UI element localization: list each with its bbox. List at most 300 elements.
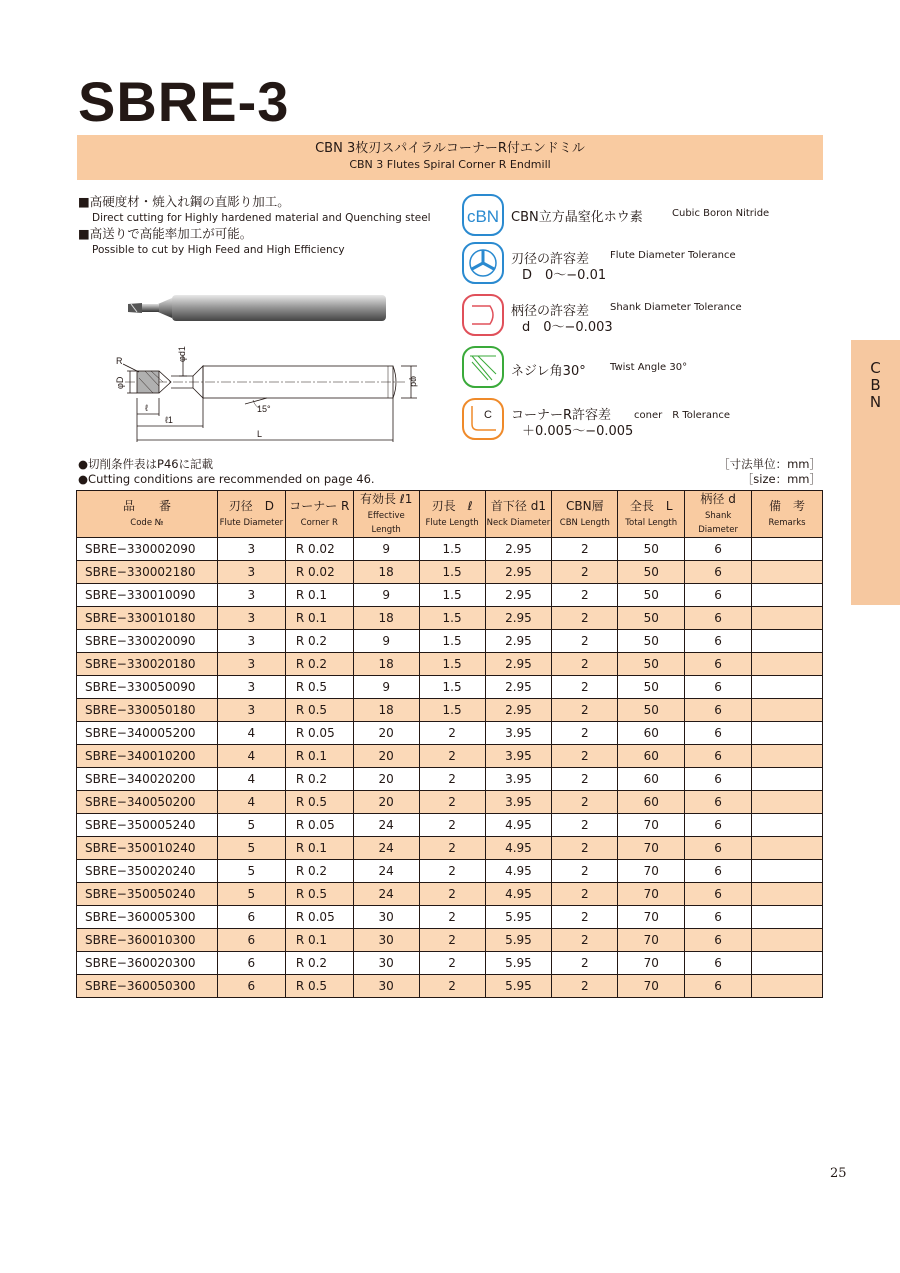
column-header <box>77 491 218 538</box>
table-cell: 70 <box>618 837 685 860</box>
table-cell: 6 <box>685 883 752 906</box>
table-cell: 2 <box>419 860 485 883</box>
table-cell <box>752 676 823 699</box>
table-cell: 1.5 <box>419 561 485 584</box>
table-cell: 6 <box>685 699 752 722</box>
table-cell: 5.95 <box>485 952 552 975</box>
column-header <box>618 491 685 538</box>
table-cell: R 0.1 <box>285 745 353 768</box>
table-row <box>77 814 823 837</box>
column-header-en: Flute Diameter <box>219 517 284 528</box>
table-cell: 2 <box>552 929 618 952</box>
table-cell: 2 <box>419 975 485 998</box>
spec-en: coner R Tolerance <box>634 410 731 421</box>
table-cell: R 0.05 <box>285 906 353 929</box>
table-header-row <box>77 491 823 538</box>
column-header-jp: 柄径 d <box>700 491 736 506</box>
table-cell: 6 <box>685 837 752 860</box>
dim-phiD-label: φD <box>115 376 125 389</box>
table-cell: SBRE−330010180 <box>77 607 218 630</box>
table-cell: 3 <box>217 630 285 653</box>
table-cell: 6 <box>217 975 285 998</box>
table-cell: 6 <box>685 630 752 653</box>
table-cell: 2 <box>552 975 618 998</box>
table-row <box>77 584 823 607</box>
column-header <box>419 491 485 538</box>
table-cell: 60 <box>618 745 685 768</box>
table-cell: 1.5 <box>419 607 485 630</box>
subtitle-banner <box>77 135 823 180</box>
table-cell: 6 <box>685 860 752 883</box>
table-cell: 6 <box>217 952 285 975</box>
table-cell: R 0.2 <box>285 860 353 883</box>
table-cell <box>752 630 823 653</box>
spec-jp: CBN立方晶窒化ホウ素 <box>511 210 643 225</box>
table-cell: 50 <box>618 699 685 722</box>
cbn-icon-text: cBN <box>466 207 500 226</box>
table-cell: 5.95 <box>485 929 552 952</box>
table-cell: 30 <box>353 906 419 929</box>
table-cell: 2.95 <box>485 653 552 676</box>
table-cell: R 0.2 <box>285 768 353 791</box>
table-cell: 3.95 <box>485 791 552 814</box>
column-header-jp: CBN層 <box>566 498 604 513</box>
table-cell: 1.5 <box>419 584 485 607</box>
table-cell <box>752 814 823 837</box>
table-cell: 30 <box>353 975 419 998</box>
table-cell: 20 <box>353 791 419 814</box>
table-cell: 6 <box>217 929 285 952</box>
table-cell: 2 <box>552 722 618 745</box>
table-row <box>77 745 823 768</box>
table-cell <box>752 745 823 768</box>
table-cell: 6 <box>685 906 752 929</box>
feature-en: Possible to cut by High Feed and High Efficiency <box>92 244 345 256</box>
table-row <box>77 768 823 791</box>
table-cell: 2 <box>419 722 485 745</box>
side-tab-cbn <box>851 340 900 605</box>
flute-tolerance-icon <box>462 242 504 284</box>
table-cell <box>752 538 823 561</box>
dim-R-label: R <box>116 356 123 366</box>
table-cell: SBRE−350050240 <box>77 883 218 906</box>
table-cell: 30 <box>353 952 419 975</box>
column-header-jp: 有効長 ℓ1 <box>359 491 413 506</box>
table-cell: 30 <box>353 929 419 952</box>
table-cell: 50 <box>618 653 685 676</box>
table-cell: 4.95 <box>485 860 552 883</box>
column-header-en: Effective Length <box>367 510 405 535</box>
table-cell: SBRE−350020240 <box>77 860 218 883</box>
table-cell: 2.95 <box>485 584 552 607</box>
column-header <box>552 491 618 538</box>
column-header-en: Remarks <box>768 517 806 528</box>
table-cell: 6 <box>685 653 752 676</box>
corner-icon-text: C <box>484 409 492 421</box>
table-cell: R 0.2 <box>285 653 353 676</box>
tool-photo <box>128 290 390 326</box>
table-cell: SBRE−330002090 <box>77 538 218 561</box>
table-cell: 5 <box>217 837 285 860</box>
table-cell: 60 <box>618 791 685 814</box>
table-cell: 3 <box>217 561 285 584</box>
table-cell: 70 <box>618 952 685 975</box>
table-cell: 5.95 <box>485 906 552 929</box>
side-tab-letter: C <box>870 359 881 377</box>
unit-jp: ［寸法単位：mm］ <box>718 457 821 471</box>
table-cell: 2 <box>552 768 618 791</box>
dim-l1-label: ℓ1 <box>165 415 173 425</box>
column-header-en: Code № <box>130 517 164 528</box>
table-cell: 1.5 <box>419 653 485 676</box>
table-cell: 6 <box>685 975 752 998</box>
table-cell: 6 <box>685 722 752 745</box>
table-cell: 3.95 <box>485 768 552 791</box>
table-row <box>77 883 823 906</box>
unit-en: ［size：mm］ <box>741 472 821 486</box>
table-cell <box>752 952 823 975</box>
table-cell: 2 <box>419 906 485 929</box>
table-cell: 24 <box>353 837 419 860</box>
table-cell: 2 <box>419 883 485 906</box>
table-cell <box>752 584 823 607</box>
table-cell: 2 <box>419 929 485 952</box>
table-cell: 6 <box>685 584 752 607</box>
table-cell: R 0.2 <box>285 630 353 653</box>
table-cell: R 0.5 <box>285 883 353 906</box>
table-row <box>77 699 823 722</box>
table-cell: R 0.2 <box>285 952 353 975</box>
table-cell: R 0.1 <box>285 929 353 952</box>
table-cell: 6 <box>685 929 752 952</box>
table-row <box>77 837 823 860</box>
table-cell: SBRE−340010200 <box>77 745 218 768</box>
table-cell: 9 <box>353 630 419 653</box>
table-cell: 18 <box>353 607 419 630</box>
table-row <box>77 653 823 676</box>
table-cell: R 0.1 <box>285 584 353 607</box>
spec-en: Shank Diameter Tolerance <box>610 302 742 313</box>
table-cell: SBRE−360020300 <box>77 952 218 975</box>
table-cell: 70 <box>618 906 685 929</box>
table-cell: 2 <box>552 883 618 906</box>
table-cell: 2.95 <box>485 607 552 630</box>
table-cell: 24 <box>353 883 419 906</box>
table-cell <box>752 791 823 814</box>
table-cell: 3 <box>217 699 285 722</box>
table-cell: SBRE−340050200 <box>77 791 218 814</box>
table-cell: 2 <box>552 860 618 883</box>
table-cell: 2.95 <box>485 561 552 584</box>
table-cell: 18 <box>353 561 419 584</box>
table-cell: 70 <box>618 975 685 998</box>
column-header-jp: 全長 L <box>629 498 673 513</box>
side-tab-letter: N <box>869 393 882 411</box>
table-cell: 4 <box>217 722 285 745</box>
page-number: 25 <box>830 1166 847 1181</box>
dim-phid1-label: φd1 <box>177 346 187 362</box>
column-header-en: Neck Diameter <box>486 517 551 528</box>
table-cell: SBRE−360010300 <box>77 929 218 952</box>
table-cell: 70 <box>618 929 685 952</box>
table-cell: 2 <box>419 791 485 814</box>
table-cell <box>752 607 823 630</box>
side-tab-letter: B <box>870 376 881 394</box>
table-cell: 2 <box>419 952 485 975</box>
table-cell: 2 <box>552 699 618 722</box>
table-cell: R 0.02 <box>285 561 353 584</box>
table-row <box>77 929 823 952</box>
table-cell <box>752 768 823 791</box>
feature-jp: ■高送りで高能率加工が可能。 <box>78 226 253 241</box>
table-cell: 3 <box>217 676 285 699</box>
table-row <box>77 952 823 975</box>
table-cell: 50 <box>618 561 685 584</box>
table-row <box>77 538 823 561</box>
table-cell: 20 <box>353 745 419 768</box>
table-cell: R 0.5 <box>285 975 353 998</box>
banner-en: CBN 3 Flutes Spiral Corner R Endmill <box>349 158 551 171</box>
table-row <box>77 975 823 998</box>
spec-jp: コーナーR許容差 <box>511 408 612 423</box>
table-cell: 3 <box>217 584 285 607</box>
table-cell: R 0.5 <box>285 676 353 699</box>
table-cell: 3.95 <box>485 745 552 768</box>
table-cell: 5.95 <box>485 975 552 998</box>
table-cell: 2 <box>552 837 618 860</box>
spec-value: ＋0.005〜−0.005 <box>522 424 634 439</box>
spec-jp: ネジレ角30° <box>511 364 586 379</box>
table-cell: SBRE−330020180 <box>77 653 218 676</box>
table-cell: 6 <box>685 538 752 561</box>
table-cell: 6 <box>685 676 752 699</box>
table-cell: 2 <box>552 676 618 699</box>
column-header-jp: コーナー R <box>289 498 350 513</box>
table-cell: 6 <box>685 561 752 584</box>
spec-value: d 0〜−0.003 <box>522 320 613 335</box>
table-cell: 6 <box>685 814 752 837</box>
table-cell: SBRE−330050180 <box>77 699 218 722</box>
table-cell <box>752 975 823 998</box>
spec-en: Flute Diameter Tolerance <box>610 250 736 261</box>
table-cell: 2.95 <box>485 630 552 653</box>
table-cell: 1.5 <box>419 699 485 722</box>
shank-tolerance-icon <box>462 294 504 336</box>
table-cell: SBRE−340020200 <box>77 768 218 791</box>
table-cell: 6 <box>685 745 752 768</box>
corner-tolerance-icon <box>462 398 504 440</box>
table-cell: 2 <box>552 791 618 814</box>
table-cell: 20 <box>353 768 419 791</box>
table-cell: 4.95 <box>485 837 552 860</box>
table-row <box>77 630 823 653</box>
column-header-en: Corner R <box>300 517 338 528</box>
table-cell: 9 <box>353 538 419 561</box>
table-cell: 5 <box>217 814 285 837</box>
column-header-jp: 品 番 <box>122 498 171 513</box>
table-cell: 4 <box>217 791 285 814</box>
table-cell: 2 <box>552 584 618 607</box>
spec-table <box>76 490 823 998</box>
table-cell: 5 <box>217 883 285 906</box>
table-cell: R 0.1 <box>285 837 353 860</box>
column-header-jp: 備 考 <box>769 498 806 513</box>
table-cell: 6 <box>685 791 752 814</box>
table-cell: 3.95 <box>485 722 552 745</box>
table-cell: 50 <box>618 538 685 561</box>
table-cell: 4 <box>217 768 285 791</box>
table-cell: R 0.5 <box>285 699 353 722</box>
table-cell: SBRE−330010090 <box>77 584 218 607</box>
table-cell <box>752 699 823 722</box>
table-cell: SBRE−330020090 <box>77 630 218 653</box>
note-jp: ●切削条件表はP46に記載 <box>78 457 214 471</box>
table-cell: 2 <box>552 538 618 561</box>
table-cell <box>752 561 823 584</box>
table-cell: 2 <box>419 768 485 791</box>
spec-jp: 柄径の許容差 <box>511 304 590 319</box>
table-cell: 70 <box>618 860 685 883</box>
dim-phid-label: φd <box>409 376 419 387</box>
table-cell: 6 <box>217 906 285 929</box>
table-cell: 6 <box>685 952 752 975</box>
table-cell: SBRE−360050300 <box>77 975 218 998</box>
table-cell: 9 <box>353 676 419 699</box>
table-cell: 2 <box>419 814 485 837</box>
column-header <box>353 491 419 538</box>
table-cell <box>752 883 823 906</box>
feature-list <box>78 194 431 258</box>
cbn-icon <box>462 194 504 236</box>
spec-value: D 0〜−0.01 <box>522 268 607 283</box>
table-cell: 1.5 <box>419 630 485 653</box>
table-cell: 3 <box>217 538 285 561</box>
table-cell: 4 <box>217 745 285 768</box>
spec-en: Twist Angle 30° <box>610 362 688 373</box>
table-cell: 2 <box>552 814 618 837</box>
table-cell: R 0.05 <box>285 814 353 837</box>
table-cell: 50 <box>618 584 685 607</box>
table-row <box>77 860 823 883</box>
table-cell: 50 <box>618 676 685 699</box>
table-cell <box>752 722 823 745</box>
table-row <box>77 906 823 929</box>
table-cell: 2 <box>552 745 618 768</box>
table-cell: 60 <box>618 768 685 791</box>
spec-en: Cubic Boron Nitride <box>672 208 770 219</box>
table-cell: 6 <box>685 607 752 630</box>
table-cell <box>752 906 823 929</box>
table-cell: 1.5 <box>419 676 485 699</box>
table-cell: 2.95 <box>485 699 552 722</box>
table-cell: 60 <box>618 722 685 745</box>
table-cell: SBRE−330050090 <box>77 676 218 699</box>
table-cell: 2 <box>552 906 618 929</box>
notes <box>78 457 823 487</box>
table-cell: 2 <box>552 952 618 975</box>
table-cell: 18 <box>353 653 419 676</box>
table-cell: R 0.05 <box>285 722 353 745</box>
table-cell: 2.95 <box>485 676 552 699</box>
dim-l-label: ℓ <box>145 403 148 413</box>
table-cell: 2 <box>419 837 485 860</box>
table-cell: R 0.02 <box>285 538 353 561</box>
table-cell: SBRE−330002180 <box>77 561 218 584</box>
table-cell: 4.95 <box>485 814 552 837</box>
column-header <box>485 491 552 538</box>
column-header-jp: 刃長 ℓ <box>431 498 473 513</box>
feature-jp: ■高硬度材・焼入れ鋼の直彫り加工。 <box>78 194 290 209</box>
table-cell: 6 <box>685 768 752 791</box>
table-cell <box>752 837 823 860</box>
table-cell <box>752 929 823 952</box>
dim-L-label: L <box>257 429 263 439</box>
table-cell: 2 <box>552 653 618 676</box>
spec-jp: 刃径の許容差 <box>511 252 590 267</box>
table-cell: 70 <box>618 883 685 906</box>
table-cell: SBRE−350005240 <box>77 814 218 837</box>
table-cell: 18 <box>353 699 419 722</box>
table-cell: 50 <box>618 607 685 630</box>
column-header-en: Total Length <box>625 517 678 528</box>
table-cell: SBRE−350010240 <box>77 837 218 860</box>
table-cell: 24 <box>353 860 419 883</box>
table-row <box>77 561 823 584</box>
column-header-en: CBN Length <box>559 517 610 528</box>
table-cell: R 0.5 <box>285 791 353 814</box>
dim-angle-label: 15° <box>257 404 271 414</box>
table-cell: 2 <box>419 745 485 768</box>
table-cell: 2 <box>552 561 618 584</box>
table-cell: 2.95 <box>485 538 552 561</box>
table-cell: 20 <box>353 722 419 745</box>
column-header <box>685 491 752 538</box>
table-cell: 3 <box>217 653 285 676</box>
column-header-en: Flute Length <box>425 517 479 528</box>
table-cell: SBRE−340005200 <box>77 722 218 745</box>
note-en: ●Cutting conditions are recommended on page 46. <box>78 472 375 486</box>
column-header <box>752 491 823 538</box>
tool-drawing <box>105 342 425 448</box>
table-cell: 2 <box>552 630 618 653</box>
table-row <box>77 676 823 699</box>
table-cell: 5 <box>217 860 285 883</box>
column-header-jp: 首下径 d1 <box>490 498 546 513</box>
twist-angle-icon <box>462 346 504 388</box>
table-cell <box>752 860 823 883</box>
table-cell: 3 <box>217 607 285 630</box>
table-cell: 2 <box>552 607 618 630</box>
table-cell <box>752 653 823 676</box>
column-header-en: Shank Diameter <box>698 510 738 535</box>
table-cell: 70 <box>618 814 685 837</box>
feature-en: Direct cutting for Highly hardened material and Quenching steel <box>92 212 431 224</box>
column-header <box>217 491 285 538</box>
table-cell: 24 <box>353 814 419 837</box>
column-header-jp: 刃径 D <box>228 498 274 513</box>
banner-jp: CBN 3枚刃スパイラルコーナーR付エンドミル <box>315 141 585 156</box>
table-cell: SBRE−360005300 <box>77 906 218 929</box>
table-cell: 4.95 <box>485 883 552 906</box>
table-row <box>77 607 823 630</box>
table-cell: R 0.1 <box>285 607 353 630</box>
table-cell: 1.5 <box>419 538 485 561</box>
column-header <box>285 491 353 538</box>
table-cell: 9 <box>353 584 419 607</box>
table-cell: 50 <box>618 630 685 653</box>
page-title: SBRE-3 <box>78 70 290 133</box>
table-row <box>77 791 823 814</box>
